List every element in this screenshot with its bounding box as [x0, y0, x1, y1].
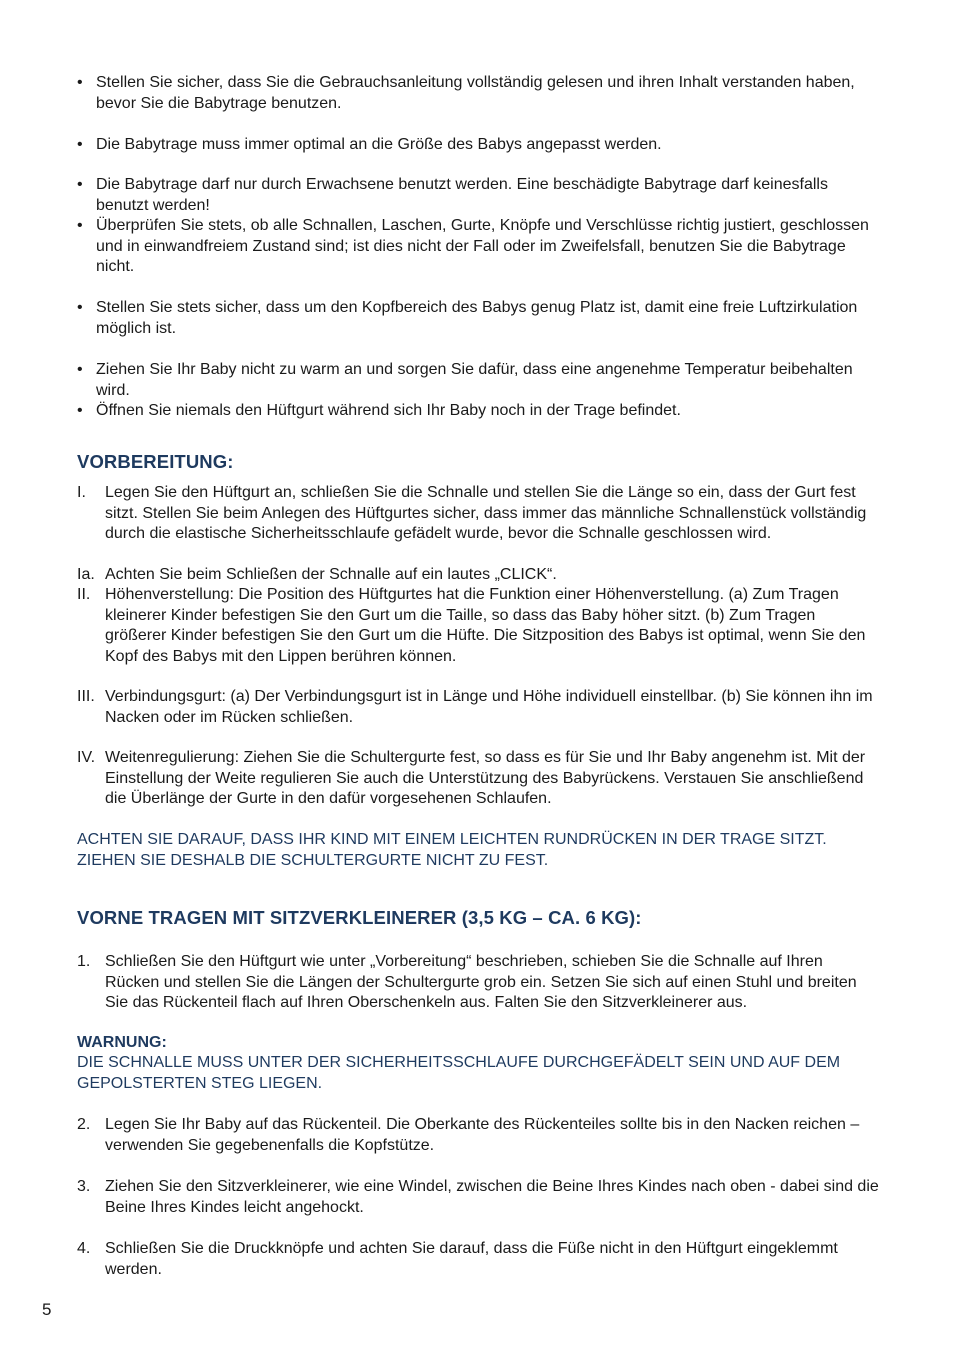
step-marker: Ia.: [77, 566, 95, 583]
safety-bullet-4: [77, 216, 880, 278]
step-text: Ziehen Sie den Sitzverkleinerer, wie eine Windel, zwischen die Beine Ihres Kindes nach oben - dabei sind die Beine Ihres Kindes leicht angehockt.: [105, 1178, 879, 1216]
bullet-text: Ziehen Sie Ihr Baby nicht zu warm an und sorgen Sie dafür, dass eine angenehme Temperatur beibehalten wird.: [96, 361, 853, 399]
step-text: Schließen Sie den Hüftgurt wie unter „Vorbereitung“ beschrieben, schieben Sie die Schnalle auf Ihren Rücken und stellen Sie die Längen der Schultergurte grob ein. Setzen Sie sich auf einen Stuhl und breiten Sie das Rückenteil flach auf Ihren Oberschenkeln aus. Falten Sie den Sitzverkleinerer aus.: [105, 953, 857, 1011]
warning-title: WARNUNG:: [77, 1034, 167, 1051]
preparation-notice: ACHTEN SIE DARAUF, DASS IHR KIND MIT EINEM LEICHTEN RUNDRÜCKEN IN DER TRAGE SITZT. ZIEHEN SIE DESHALB DIE SCHULTERGURTE NICHT ZU FEST.: [77, 831, 827, 869]
bullet-marker: •: [77, 176, 83, 193]
step-marker: 3.: [77, 1178, 91, 1195]
bullet-marker: •: [77, 217, 83, 234]
section-heading-preparation: VORBEREITUNG:: [77, 451, 234, 472]
step-marker: I.: [77, 484, 86, 501]
bullet-marker: •: [77, 74, 83, 91]
section-heading-front-carry: VORNE TRAGEN MIT SITZVERKLEINERER (3,5 KG – CA. 6 KG):: [77, 907, 642, 928]
safety-bullet-3: [77, 175, 880, 216]
step-marker: III.: [77, 688, 95, 705]
step-marker: 4.: [77, 1240, 91, 1257]
bullet-text: Die Babytrage darf nur durch Erwachsene benutzt werden. Eine beschädigte Babytrage darf keinesfalls benutzt werden!: [96, 176, 828, 214]
prep-step-Ia: [77, 565, 880, 586]
bullet-marker: •: [77, 402, 83, 419]
step-marker: 2.: [77, 1116, 91, 1133]
prep-step-I: [77, 483, 880, 545]
carry-step-3: [77, 1177, 880, 1218]
step-marker: IV.: [77, 749, 96, 766]
bullet-marker: •: [77, 136, 83, 153]
bullet-text: Öffnen Sie niemals den Hüftgurt während sich Ihr Baby noch in der Trage befindet.: [96, 402, 681, 419]
safety-bullet-6: [77, 360, 880, 401]
safety-bullet-5: [77, 298, 880, 339]
carry-step-4: [77, 1239, 880, 1280]
step-marker: 1.: [77, 953, 91, 970]
step-text: Schließen Sie die Druckknöpfe und achten Sie darauf, dass die Füße nicht in den Hüftgurt eingeklemmt werden.: [105, 1240, 838, 1278]
step-text: Höhenverstellung: Die Position des Hüftgurtes hat die Funktion einer Höhenverstellung. (a) Zum Tragen kleinerer Kinder befestigen Sie den Gurt um die Taille, so dass das Baby höher sitzt. (b) Zum Tragen größerer Kinder befestigen Sie den Gurt um die Hüfte. Die Sitzposition des Babys ist optimal, wenn Sie den Kopf des Babys mit den Lippen berühren können.: [105, 586, 866, 665]
bullet-text: Die Babytrage muss immer optimal an die Größe des Babys angepasst werden.: [96, 136, 662, 153]
step-text: Verbindungsgurt: (a) Der Verbindungsgurt ist in Länge und Höhe individuell einstellbar. (b) Sie können ihn im Nacken oder im Rücken schließen.: [105, 688, 873, 726]
prep-step-II: [77, 585, 880, 667]
step-marker: II.: [77, 586, 91, 603]
safety-bullet-1: [77, 73, 880, 114]
safety-bullet-2: [77, 135, 880, 156]
step-text: Achten Sie beim Schließen der Schnalle auf ein lautes „CLICK“.: [105, 566, 557, 583]
carry-step-1: [77, 952, 880, 1014]
step-text: Weitenregulierung: Ziehen Sie die Schultergurte fest, so dass es für Sie und Ihr Baby angenehm ist. Mit der Einstellung der Weite regulieren Sie auch die Unterstützung des Babyrückens. Verstauen Sie anschließend die Überlänge der Gurte in den dafür vorgesehenen Schlaufen.: [105, 749, 866, 807]
carry-step-2: [77, 1115, 880, 1156]
step-text: Legen Sie Ihr Baby auf das Rückenteil. Die Oberkante des Rückenteiles sollte bis in den Nacken reichen – verwenden Sie gegebenenfalls die Kopfstütze.: [105, 1116, 860, 1154]
safety-bullet-7: [77, 401, 880, 422]
bullet-marker: •: [77, 299, 83, 316]
step-text: Legen Sie den Hüftgurt an, schließen Sie die Schnalle und stellen Sie die Länge so ein, dass der Gurt fest sitzt. Stellen Sie beim Anlegen des Hüftgurtes sicher, dass immer das männliche Schnallenstück vollständig durch die elastische Sicherheitsschlaufe gefädelt wurde, bevor die Schnalle geschlossen wird.: [105, 484, 867, 542]
bullet-text: Überprüfen Sie stets, ob alle Schnallen, Laschen, Gurte, Knöpfe und Verschlüsse richtig justiert, geschlossen und in einwandfreiem Zustand sind; ist dies nicht der Fall oder im Zweifelsfall, benutzen Sie die Babytrage nicht.: [96, 217, 869, 275]
page-number: 5: [42, 1300, 52, 1319]
bullet-text: Stellen Sie stets sicher, dass um den Kopfbereich des Babys genug Platz ist, damit eine freie Luftzirkulation möglich ist.: [96, 299, 858, 337]
prep-step-III: [77, 687, 880, 728]
prep-step-IV: [77, 748, 880, 810]
warning-text: DIE SCHNALLE MUSS UNTER DER SICHERHEITSSCHLAUFE DURCHGEFÄDELT SEIN UND AUF DEM GEPOLSTERTEN STEG LIEGEN.: [77, 1054, 841, 1092]
bullet-marker: •: [77, 361, 83, 378]
bullet-text: Stellen Sie sicher, dass Sie die Gebrauchsanleitung vollständig gelesen und ihren Inhalt verstanden haben, bevor Sie die Babytrage benutzen.: [96, 74, 855, 112]
